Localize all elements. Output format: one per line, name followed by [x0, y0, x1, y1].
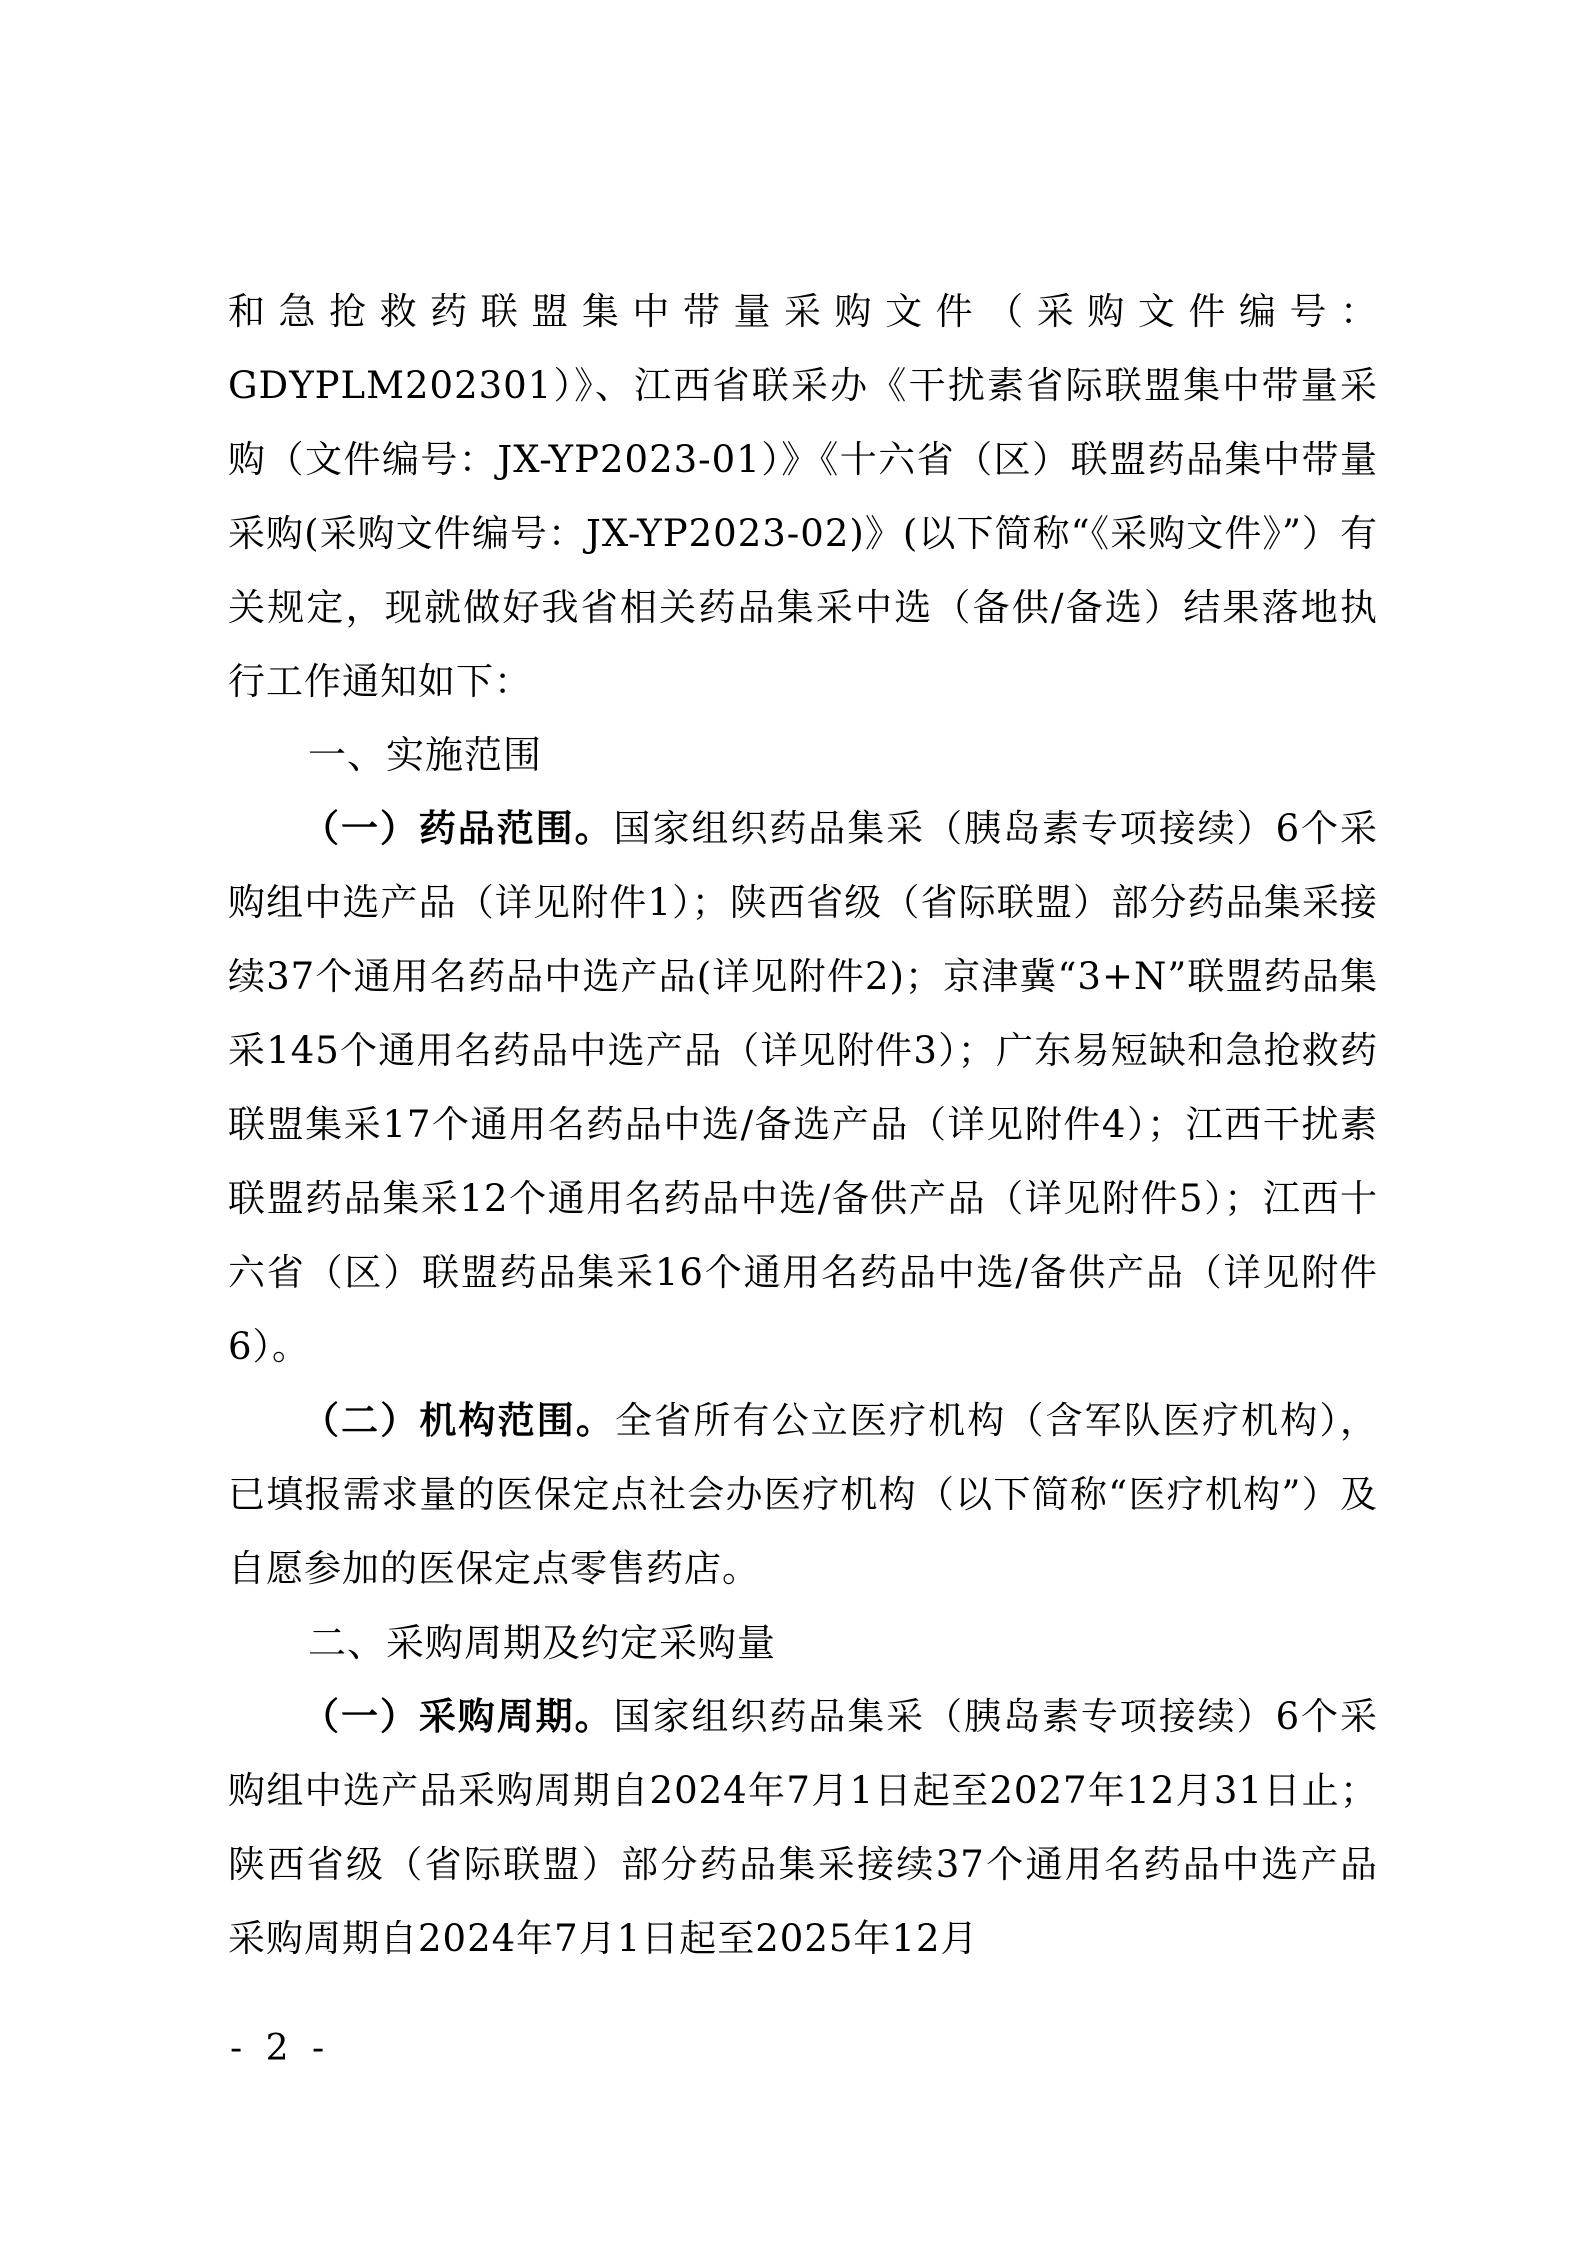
intro-paragraph: 和急抢救药联盟集中带量采购文件（采购文件编号：GDYPLM202301）》、江西省联采办《干扰素省际联盟集中带量采购（文件编号：JX-YP2023-01）》《十六省（区）联盟药品集中带量采购(采购文件编号：JX-YP2023-02)》(以下简称“《采购文件》”）有关规定，现就做好我省相关药品集采中选（备供/备选）结果落地执行工作通知如下：: [228, 290, 1378, 703]
section2-item1-paragraph: [228, 1680, 1378, 1976]
section2-item1-body: 国家组织药品集采（胰岛素专项接续）6个采购组中选产品采购周期自2024年7月1日起至2027年12月31日止；陕西省级（省际联盟）部分药品集采接续37个通用名药品中选产品采购周期自2024年7月1日起至2025年12月: [228, 1695, 1378, 1960]
intro-block: [228, 275, 1378, 719]
section1-item2-lead: （二）机构范围。: [302, 1399, 616, 1442]
section1-heading: 一、实施范围: [308, 733, 543, 777]
section2-heading: 二、采购周期及约定采购量: [308, 1621, 777, 1665]
section2-item1-lead: （一）采购周期。: [302, 1695, 614, 1738]
body-block: [228, 718, 1378, 1976]
section1-item2-body: 全省所有公立医疗机构（含军队医疗机构），已填报需求量的医保定点社会办医疗机构（以下简称“医疗机构”）及自愿参加的医保定点零售药店。: [228, 1399, 1379, 1590]
page-number: - 2 -: [230, 2028, 331, 2069]
section1-item1-body: 国家组织药品集采（胰岛素专项接续）6个采购组中选产品（详见附件1）；陕西省级（省际联盟）部分药品集采接续37个通用名药品中选产品(详见附件2)；京津冀“3+N”联盟药品集采145个通用名药品中选产品（详见附件3）；广东易短缺和急抢救药联盟集采17个通用名药品中选/备选产品（详见附件4）；江西干扰素联盟药品集采12个通用名药品中选/备供产品（详见附件5）；江西十六省（区）联盟药品集采16个通用名药品中选/备供产品（详见附件6）。: [228, 807, 1378, 1368]
section1-item2-paragraph: [228, 1384, 1378, 1606]
section1-item1-paragraph: [228, 792, 1378, 1384]
section1-item1-lead: （一）药品范围。: [302, 807, 614, 850]
